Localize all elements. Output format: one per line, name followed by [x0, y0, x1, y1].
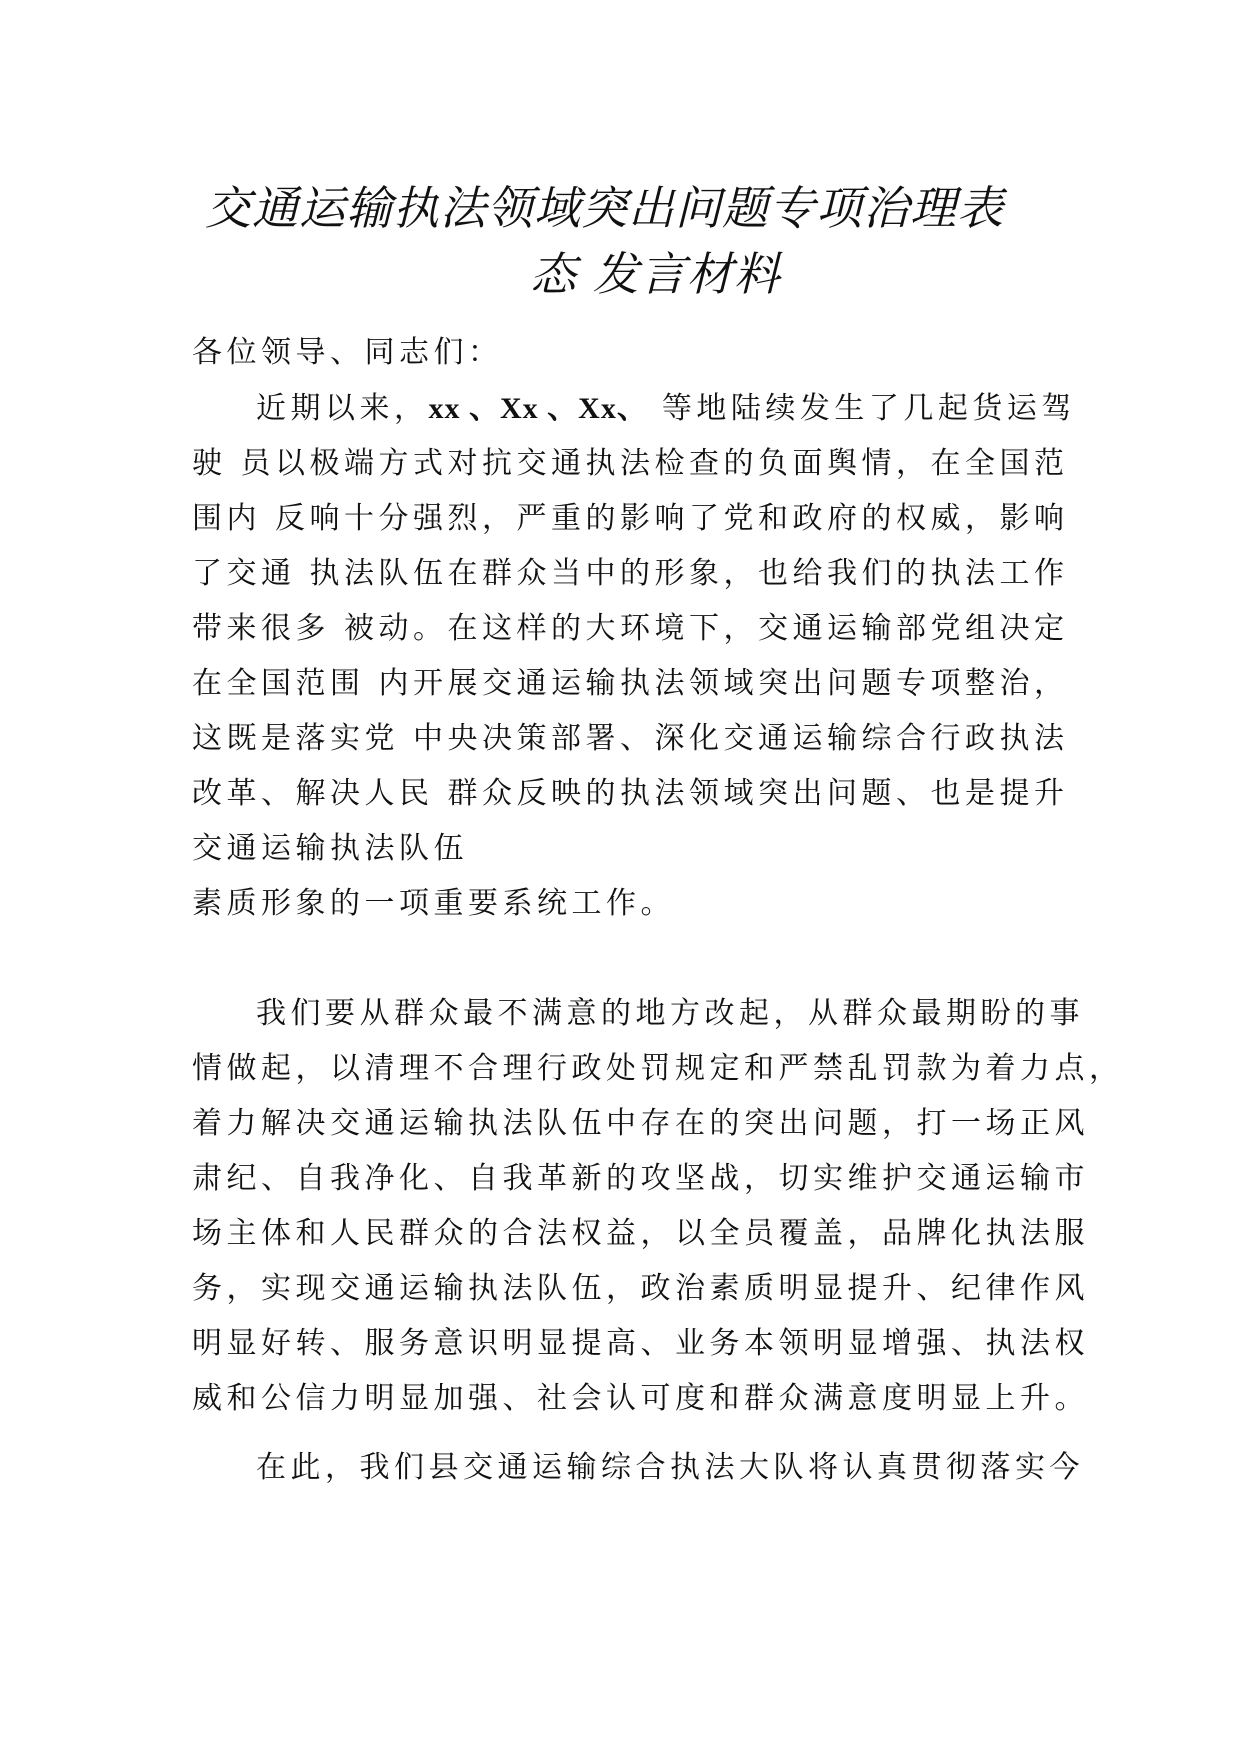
paragraph-2-line-1: 我们要从群众最不满意的地方改起，从群众最期盼的事	[256, 996, 1084, 1031]
paragraph-2-line-2: 情做起，以清理不合理行政处罚规定和严禁乱罚款为着力点，	[192, 1051, 1124, 1086]
paragraph-1-line-10: 素质形象的一项重要系统工作。	[192, 886, 675, 921]
paragraph-2-line-4: 肃纪、自我净化、自我革新的攻坚战，切实维护交通运输市	[192, 1161, 1089, 1196]
paragraph-1-suffix: 等地陆续发生了几起货运驾	[647, 391, 1076, 426]
paragraph-3-line-1: 在此，我们县交通运输综合执法大队将认真贯彻落实今	[256, 1450, 1084, 1485]
document-title-line-2: 态 发言材料	[530, 247, 781, 301]
document-title-line-1: 交通运输执法领域突出问题专项治理表	[205, 181, 1004, 235]
paragraph-1-line-4: 了交通 执法队伍在群众当中的形象，也给我们的执法工作	[192, 556, 1069, 591]
paragraph-1-line-1	[256, 389, 1076, 429]
paragraph-1-line-9: 交通运输执法队伍	[192, 831, 468, 866]
paragraph-2-line-7: 明显好转、服务意识明显提高、业务本领明显增强、执法权	[192, 1326, 1089, 1361]
paragraph-1-line-3: 围内 反响十分强烈，严重的影响了党和政府的权威，影响	[192, 501, 1069, 536]
paragraph-2-line-3: 着力解决交通运输执法队伍中存在的突出问题，打一场正风	[192, 1106, 1089, 1141]
place-names: xx 、Xx 、Xx、	[428, 392, 648, 425]
paragraph-1-line-2: 驶 员以极端方式对抗交通执法检查的负面舆情，在全国范	[192, 446, 1069, 481]
salutation: 各位领导、同志们：	[192, 335, 503, 370]
paragraph-2-line-6: 务，实现交通运输执法队伍，政治素质明显提升、纪律作风	[192, 1271, 1089, 1306]
paragraph-2-line-8: 威和公信力明显加强、社会认可度和群众满意度明显上升。	[192, 1381, 1089, 1416]
paragraph-1-line-7: 这既是落实党 中央决策部署、深化交通运输综合行政执法	[192, 721, 1069, 756]
paragraph-1-line-8: 改革、解决人民 群众反映的执法领域突出问题、也是提升	[192, 776, 1069, 811]
paragraph-1-line-6: 在全国范围 内开展交通运输执法领域突出问题专项整治，	[192, 666, 1069, 701]
paragraph-1-prefix: 近期以来，	[256, 391, 429, 426]
paragraph-2-line-5: 场主体和人民群众的合法权益，以全员覆盖，品牌化执法服	[192, 1216, 1089, 1251]
paragraph-1-line-5: 带来很多 被动。在这样的大环境下，交通运输部党组决定	[192, 611, 1069, 646]
